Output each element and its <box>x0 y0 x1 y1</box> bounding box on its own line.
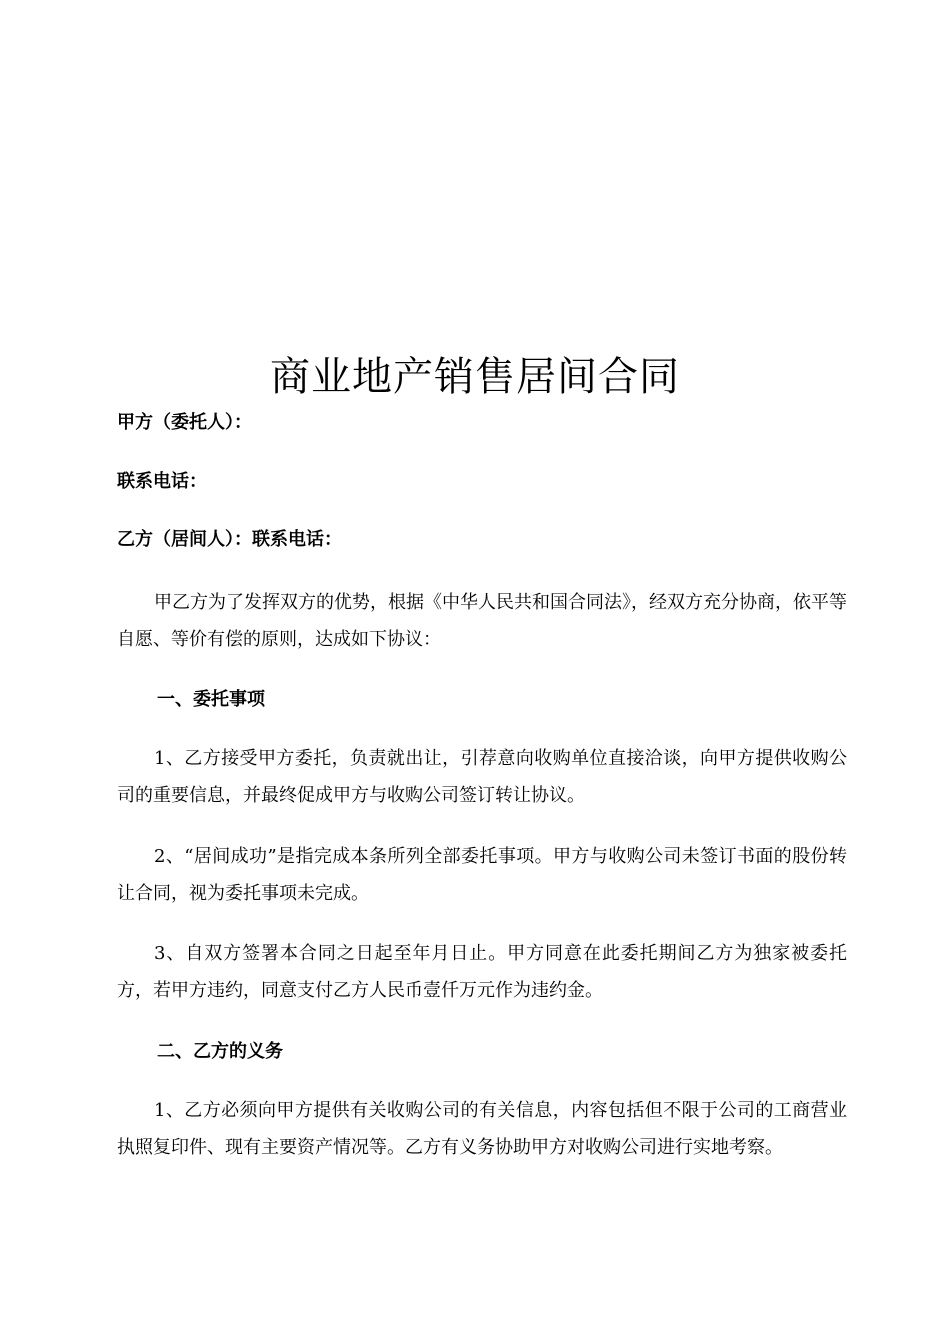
intro-paragraph: 甲乙方为了发挥双方的优势，根据《中华人民共和国合同法》，经双方充分协商，依平等自愿、等价有偿的原则，达成如下协议： <box>117 592 847 650</box>
party-a-label: 甲方（委托人）： <box>117 412 252 433</box>
section-heading-entrusted-matters: 一、委托事项 <box>157 689 265 710</box>
contract-title: 商业地产销售居间合同 <box>270 354 680 400</box>
clause-2-1: 1、乙方必须向甲方提供有关收购公司的有关信息，内容包括但不限于公司的工商营业执照复印件、现有主要资产情况等。乙方有义务协助甲方对收购公司进行实地考察。 <box>117 1100 847 1158</box>
clause-1-1: 1、乙方接受甲方委托，负责就出让，引荐意向收购单位直接洽谈，向甲方提供收购公司的重要信息，并最终促成甲方与收购公司签订转让协议。 <box>117 748 847 806</box>
contact-phone-label: 联系电话： <box>117 471 207 492</box>
clause-1-2: 2、“居间成功”是指完成本条所列全部委托事项。甲方与收购公司未签订书面的股份转让合同，视为委托事项未完成。 <box>117 846 847 904</box>
section-heading-party-b-obligations: 二、乙方的义务 <box>157 1041 283 1062</box>
party-b-label: 乙方（居间人）：联系电话： <box>117 529 342 550</box>
clause-1-3: 3、自双方签署本合同之日起至年月日止。甲方同意在此委托期间乙方为独家被委托方，若甲方违约，同意支付乙方人民币壹仟万元作为违约金。 <box>117 943 847 1001</box>
